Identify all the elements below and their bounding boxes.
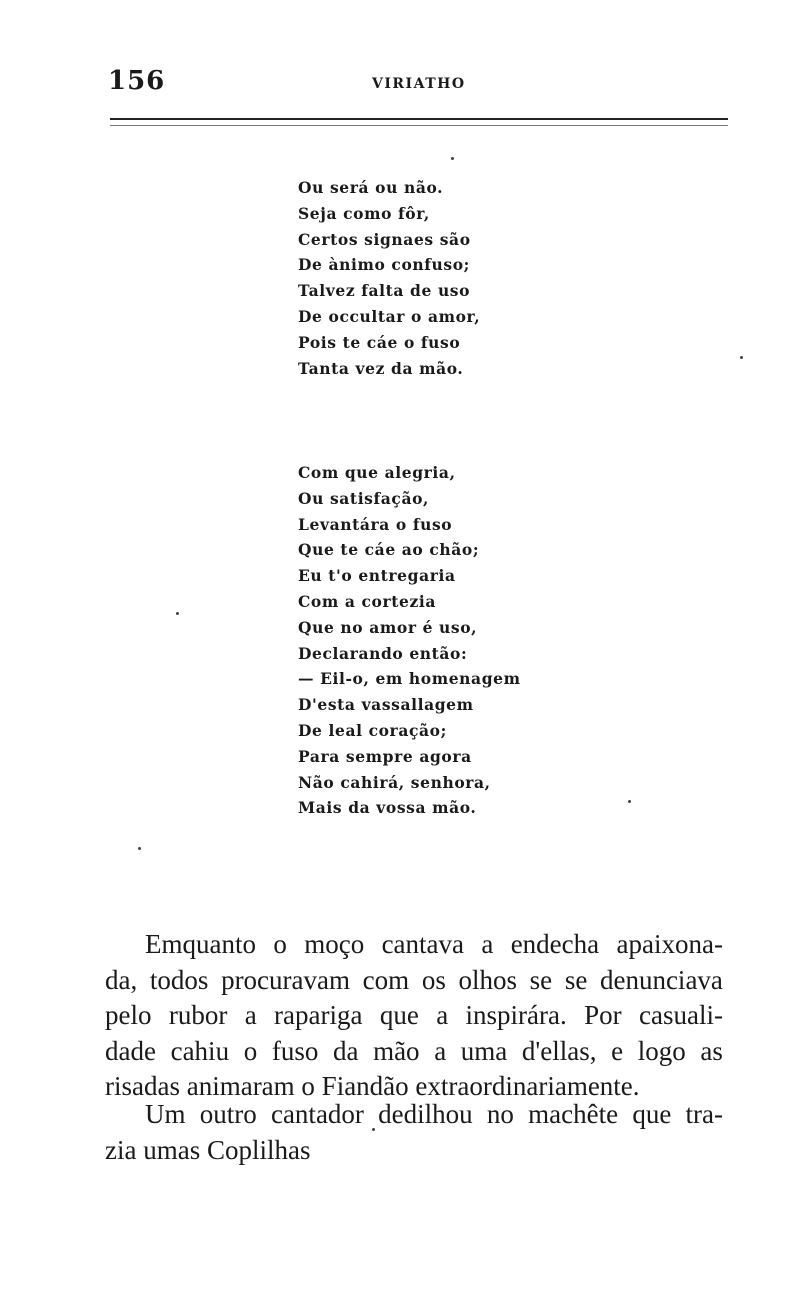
- verse-line: Com que alegria,: [298, 463, 456, 482]
- prose-line: [105, 998, 723, 1034]
- page-header: [108, 66, 728, 106]
- prose-word: que: [632, 1099, 672, 1129]
- verse-line: Pois te cáe o fuso: [298, 332, 461, 352]
- verse-line: Tanta vez da mão.: [298, 358, 464, 378]
- header-rule-thin: [110, 125, 728, 126]
- prose-word: a: [434, 1035, 447, 1066]
- prose-word: d'ellas,: [521, 1035, 597, 1066]
- prose-word: procuravam: [221, 964, 350, 995]
- prose-word: e: [611, 1035, 624, 1066]
- prose-word: da,: [105, 964, 138, 995]
- prose-word: uma: [460, 1035, 508, 1066]
- print-speck: [372, 1128, 375, 1131]
- verse-line: Seja como fôr,: [298, 203, 430, 223]
- verse-line: Ou será ou não.: [298, 178, 444, 197]
- running-title: VIRIATHO: [372, 76, 466, 92]
- verse-line: — Eil-o, em homenagem: [298, 669, 521, 689]
- prose-word: a: [436, 1000, 449, 1030]
- print-speck: [740, 356, 743, 359]
- print-speck: [176, 612, 179, 615]
- prose-word: fuso: [271, 1035, 319, 1066]
- prose-word: logo: [637, 1035, 686, 1066]
- prose-word: Emquanto: [145, 929, 256, 959]
- verse-line: Com a cortezia: [298, 591, 437, 611]
- prose-word: casuali-: [638, 1000, 723, 1030]
- prose-word: se: [564, 964, 588, 995]
- prose-word: mão: [373, 1035, 420, 1066]
- verse-line: D'esta vassallagem: [298, 695, 474, 715]
- prose-word: com: [362, 964, 410, 995]
- prose-word: outro: [199, 1099, 257, 1129]
- verse-line: Certos signaes são: [298, 229, 471, 249]
- poem-stanza-1: [298, 175, 480, 381]
- prose-word: a: [481, 929, 494, 959]
- prose-word: pelo: [105, 1000, 152, 1030]
- prose-line: zia umas Coplilhas: [105, 1134, 311, 1165]
- prose-word: rapariga: [274, 1000, 363, 1030]
- verse-line: Declarando então:: [298, 643, 468, 663]
- prose-word: cantava: [381, 929, 464, 959]
- prose-word: machête: [528, 1099, 619, 1129]
- verse-line: Que te cáe ao chão;: [298, 540, 480, 560]
- prose-word: moço: [304, 929, 365, 959]
- prose-word: dedilhou: [378, 1099, 473, 1129]
- prose-word: a: [244, 1000, 257, 1030]
- page-number: 156: [108, 66, 166, 96]
- verse-line: Levantára o fuso: [298, 514, 453, 534]
- prose-word: tra-: [685, 1099, 723, 1129]
- verse-line: Ou satisfação,: [298, 488, 430, 508]
- prose-word: os: [421, 964, 446, 995]
- prose-word: cahiu: [170, 1035, 230, 1066]
- verse-line: Mais da vossa mão.: [298, 798, 477, 818]
- verse-line: Para sempre agora: [298, 746, 472, 766]
- prose-line: risadas animaram o Fiandão extraordinariamente.: [105, 1071, 640, 1101]
- prose-word: Um: [145, 1099, 186, 1129]
- prose-word: as: [700, 1035, 723, 1066]
- prose-paragraph-1: [105, 927, 723, 1105]
- prose-word: se: [529, 964, 553, 995]
- prose-line: [105, 1034, 723, 1070]
- prose-line: [105, 963, 723, 999]
- prose-word: todos: [149, 964, 209, 995]
- prose-word: olhos: [458, 964, 517, 995]
- verse-line: Talvez falta de uso: [298, 281, 471, 301]
- poem-stanza-2: [298, 460, 521, 821]
- prose-word: rubor: [168, 1000, 228, 1030]
- prose-paragraph-2: [105, 1097, 723, 1168]
- prose-word: o: [243, 1035, 258, 1066]
- verse-line: De leal coração;: [298, 720, 447, 740]
- prose-word: endecha: [510, 929, 600, 959]
- prose-word: Por: [584, 1000, 622, 1030]
- prose-line: [105, 1097, 723, 1133]
- prose-word: no: [486, 1099, 514, 1129]
- prose-line: [105, 927, 723, 963]
- prose-word: apaixona-: [616, 929, 723, 959]
- header-rule: [110, 118, 728, 120]
- verse-line: De ànimo confuso;: [298, 255, 471, 275]
- verse-line: De occultar o amor,: [298, 306, 481, 326]
- prose-word: o: [273, 929, 287, 959]
- prose-word: denunciava: [599, 964, 723, 995]
- print-speck: [138, 847, 141, 850]
- prose-word: inspirára.: [465, 1000, 567, 1030]
- print-speck: [451, 157, 454, 160]
- prose-word: que: [379, 1000, 419, 1030]
- prose-word: da: [332, 1035, 359, 1066]
- prose-word: dade: [105, 1035, 156, 1066]
- verse-line: Eu t'o entregaria: [298, 566, 456, 586]
- verse-line: Não cahirá, senhora,: [298, 772, 491, 792]
- print-speck: [628, 800, 631, 803]
- prose-word: cantador: [270, 1099, 364, 1129]
- verse-line: Que no amor é uso,: [298, 617, 478, 637]
